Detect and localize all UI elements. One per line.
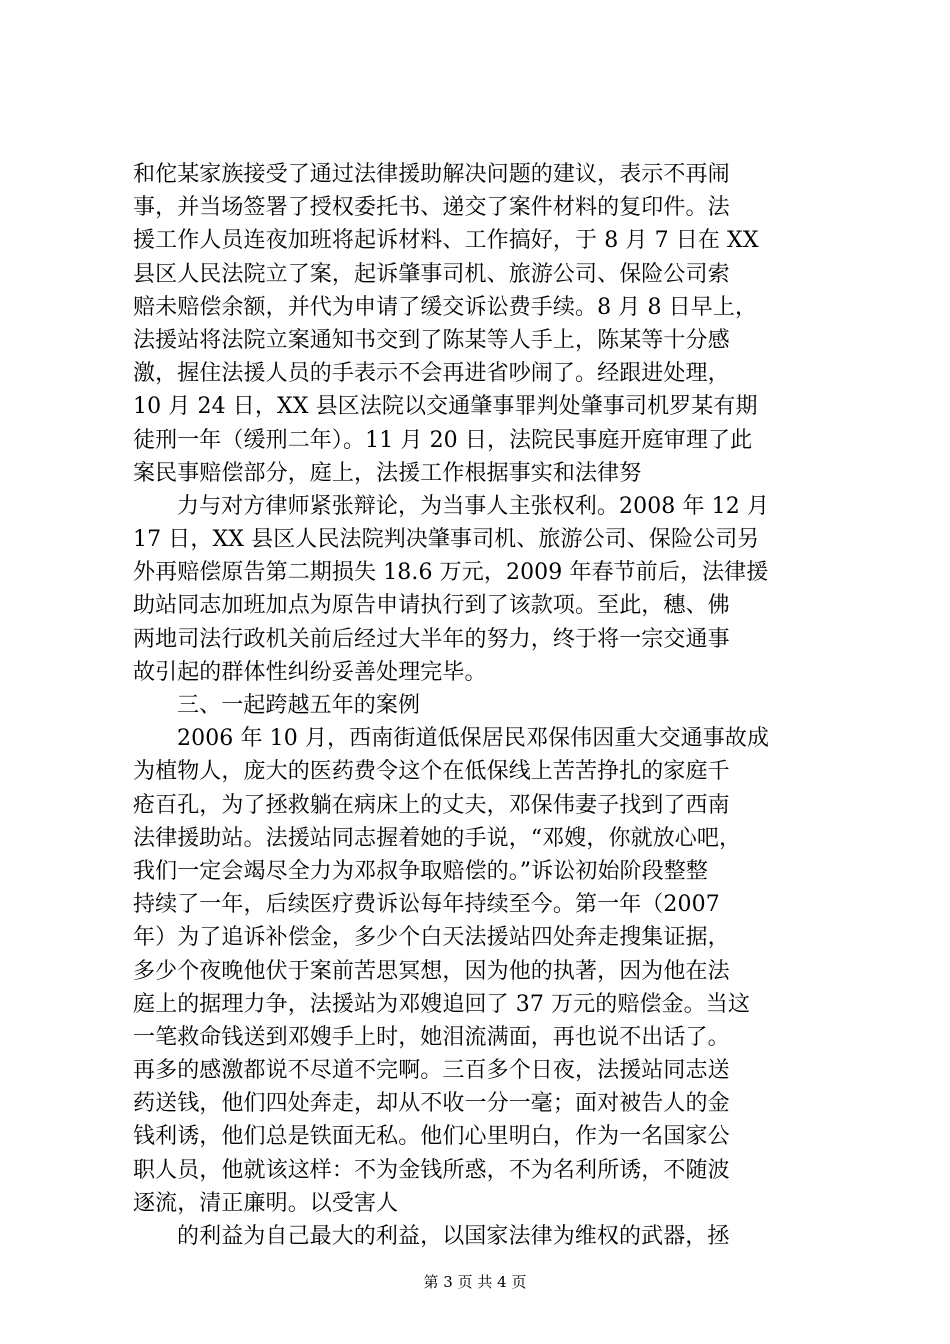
text-line: 庭上的据理力争，法援站为邓嫂追回了 37 万元的赔偿金。当这 bbox=[133, 991, 750, 1017]
text-line: 县区人民法院立了案，起诉肇事司机、旅游公司、保险公司索 bbox=[133, 261, 730, 287]
text-line: 逐流，清正廉明。以受害人 bbox=[133, 1190, 399, 1216]
body-text bbox=[133, 158, 833, 1253]
text-line: 我们一定会竭尽全力为邓叔争取赔偿的。”诉讼初始阶段整整 bbox=[133, 858, 708, 884]
text-line: 职人员，他就该这样：不为金钱所惑，不为名利所诱，不随波 bbox=[133, 1157, 730, 1183]
text-line: 两地司法行政机关前后经过大半年的努力，终于将一宗交通事 bbox=[133, 626, 730, 652]
text-line: 援工作人员连夜加班将起诉材料、工作搞好，于 8 月 7 日在 XX bbox=[133, 228, 759, 254]
text-line: 案民事赔偿部分，庭上，法援工作根据事实和法律努 bbox=[133, 460, 642, 486]
text-line: 多少个夜晚他伏于案前苦思冥想，因为他的执著，因为他在法 bbox=[133, 958, 730, 984]
text-line: 徒刑一年（缓刑二年）。11 月 20 日，法院民事庭开庭审理了此 bbox=[133, 427, 753, 453]
text-line: 持续了一年，后续医疗费诉讼每年持续至今。第一年（2007 bbox=[133, 892, 720, 918]
text-line: 10 月 24 日，XX 县区法院以交通肇事罪判处肇事司机罗某有期 bbox=[133, 394, 758, 420]
page-footer: 第 3 页 共 4 页 bbox=[423, 1273, 527, 1291]
text-line: 疮百孔，为了拯救躺在病床上的丈夫，邓保伟妻子找到了西南 bbox=[133, 792, 730, 818]
text-line: 事，并当场签署了授权委托书、递交了案件材料的复印件。法 bbox=[133, 195, 730, 221]
text-line: 为植物人，庞大的医药费令这个在低保线上苦苦挣扎的家庭千 bbox=[133, 759, 730, 785]
text-line: 再多的感激都说不尽道不完啊。三百多个日夜，法援站同志送 bbox=[133, 1058, 730, 1084]
text-line: 2006 年 10 月，西南街道低保居民邓保伟因重大交通事故成 bbox=[177, 726, 770, 752]
text-line: 外再赔偿原告第二期损失 18.6 万元，2009 年春节前后，法律援 bbox=[133, 560, 769, 586]
text-line: 和佗某家族接受了通过法律援助解决问题的建议，表示不再闹 bbox=[133, 162, 730, 187]
text-line: 药送钱，他们四处奔走，却从不收一分一毫；面对被告人的金 bbox=[133, 1091, 730, 1117]
text-line: 法援站将法院立案通知书交到了陈某等人手上，陈某等十分感 bbox=[133, 327, 730, 353]
text-line: 助站同志加班加点为原告申请执行到了该款项。至此，穗、佛 bbox=[133, 593, 730, 619]
text-line: 三、一起跨越五年的案例 bbox=[177, 693, 421, 718]
text-line: 一笔救命钱送到邓嫂手上时，她泪流满面，再也说不出话了。 bbox=[133, 1024, 730, 1050]
text-line: 激，握住法援人员的手表示不会再进省吵闹了。经跟进处理， bbox=[133, 361, 730, 387]
text-line: 的利益为自己最大的利益，以国家法律为维权的武器，拯 bbox=[177, 1224, 730, 1249]
text-line: 力与对方律师紧张辩论，为当事人主张权利。2008 年 12 月 bbox=[177, 493, 770, 519]
text-line: 法律援助站。法援站同志握着她的手说，“邓嫂，你就放心吧， bbox=[133, 825, 742, 851]
text-line: 年）为了追诉补偿金，多少个白天法援站四处奔走搜集证据， bbox=[133, 925, 730, 951]
text-line: 钱利诱，他们总是铁面无私。他们心里明白，作为一名国家公 bbox=[133, 1124, 730, 1150]
text-line: 赔未赔偿余额，并代为申请了缓交诉讼费手续。8 月 8 日早上， bbox=[133, 294, 758, 320]
text-line: 17 日，XX 县区人民法院判决肇事司机、旅游公司、保险公司另 bbox=[133, 527, 760, 553]
text-line: 故引起的群体性纠纷妥善处理完毕。 bbox=[133, 659, 487, 685]
